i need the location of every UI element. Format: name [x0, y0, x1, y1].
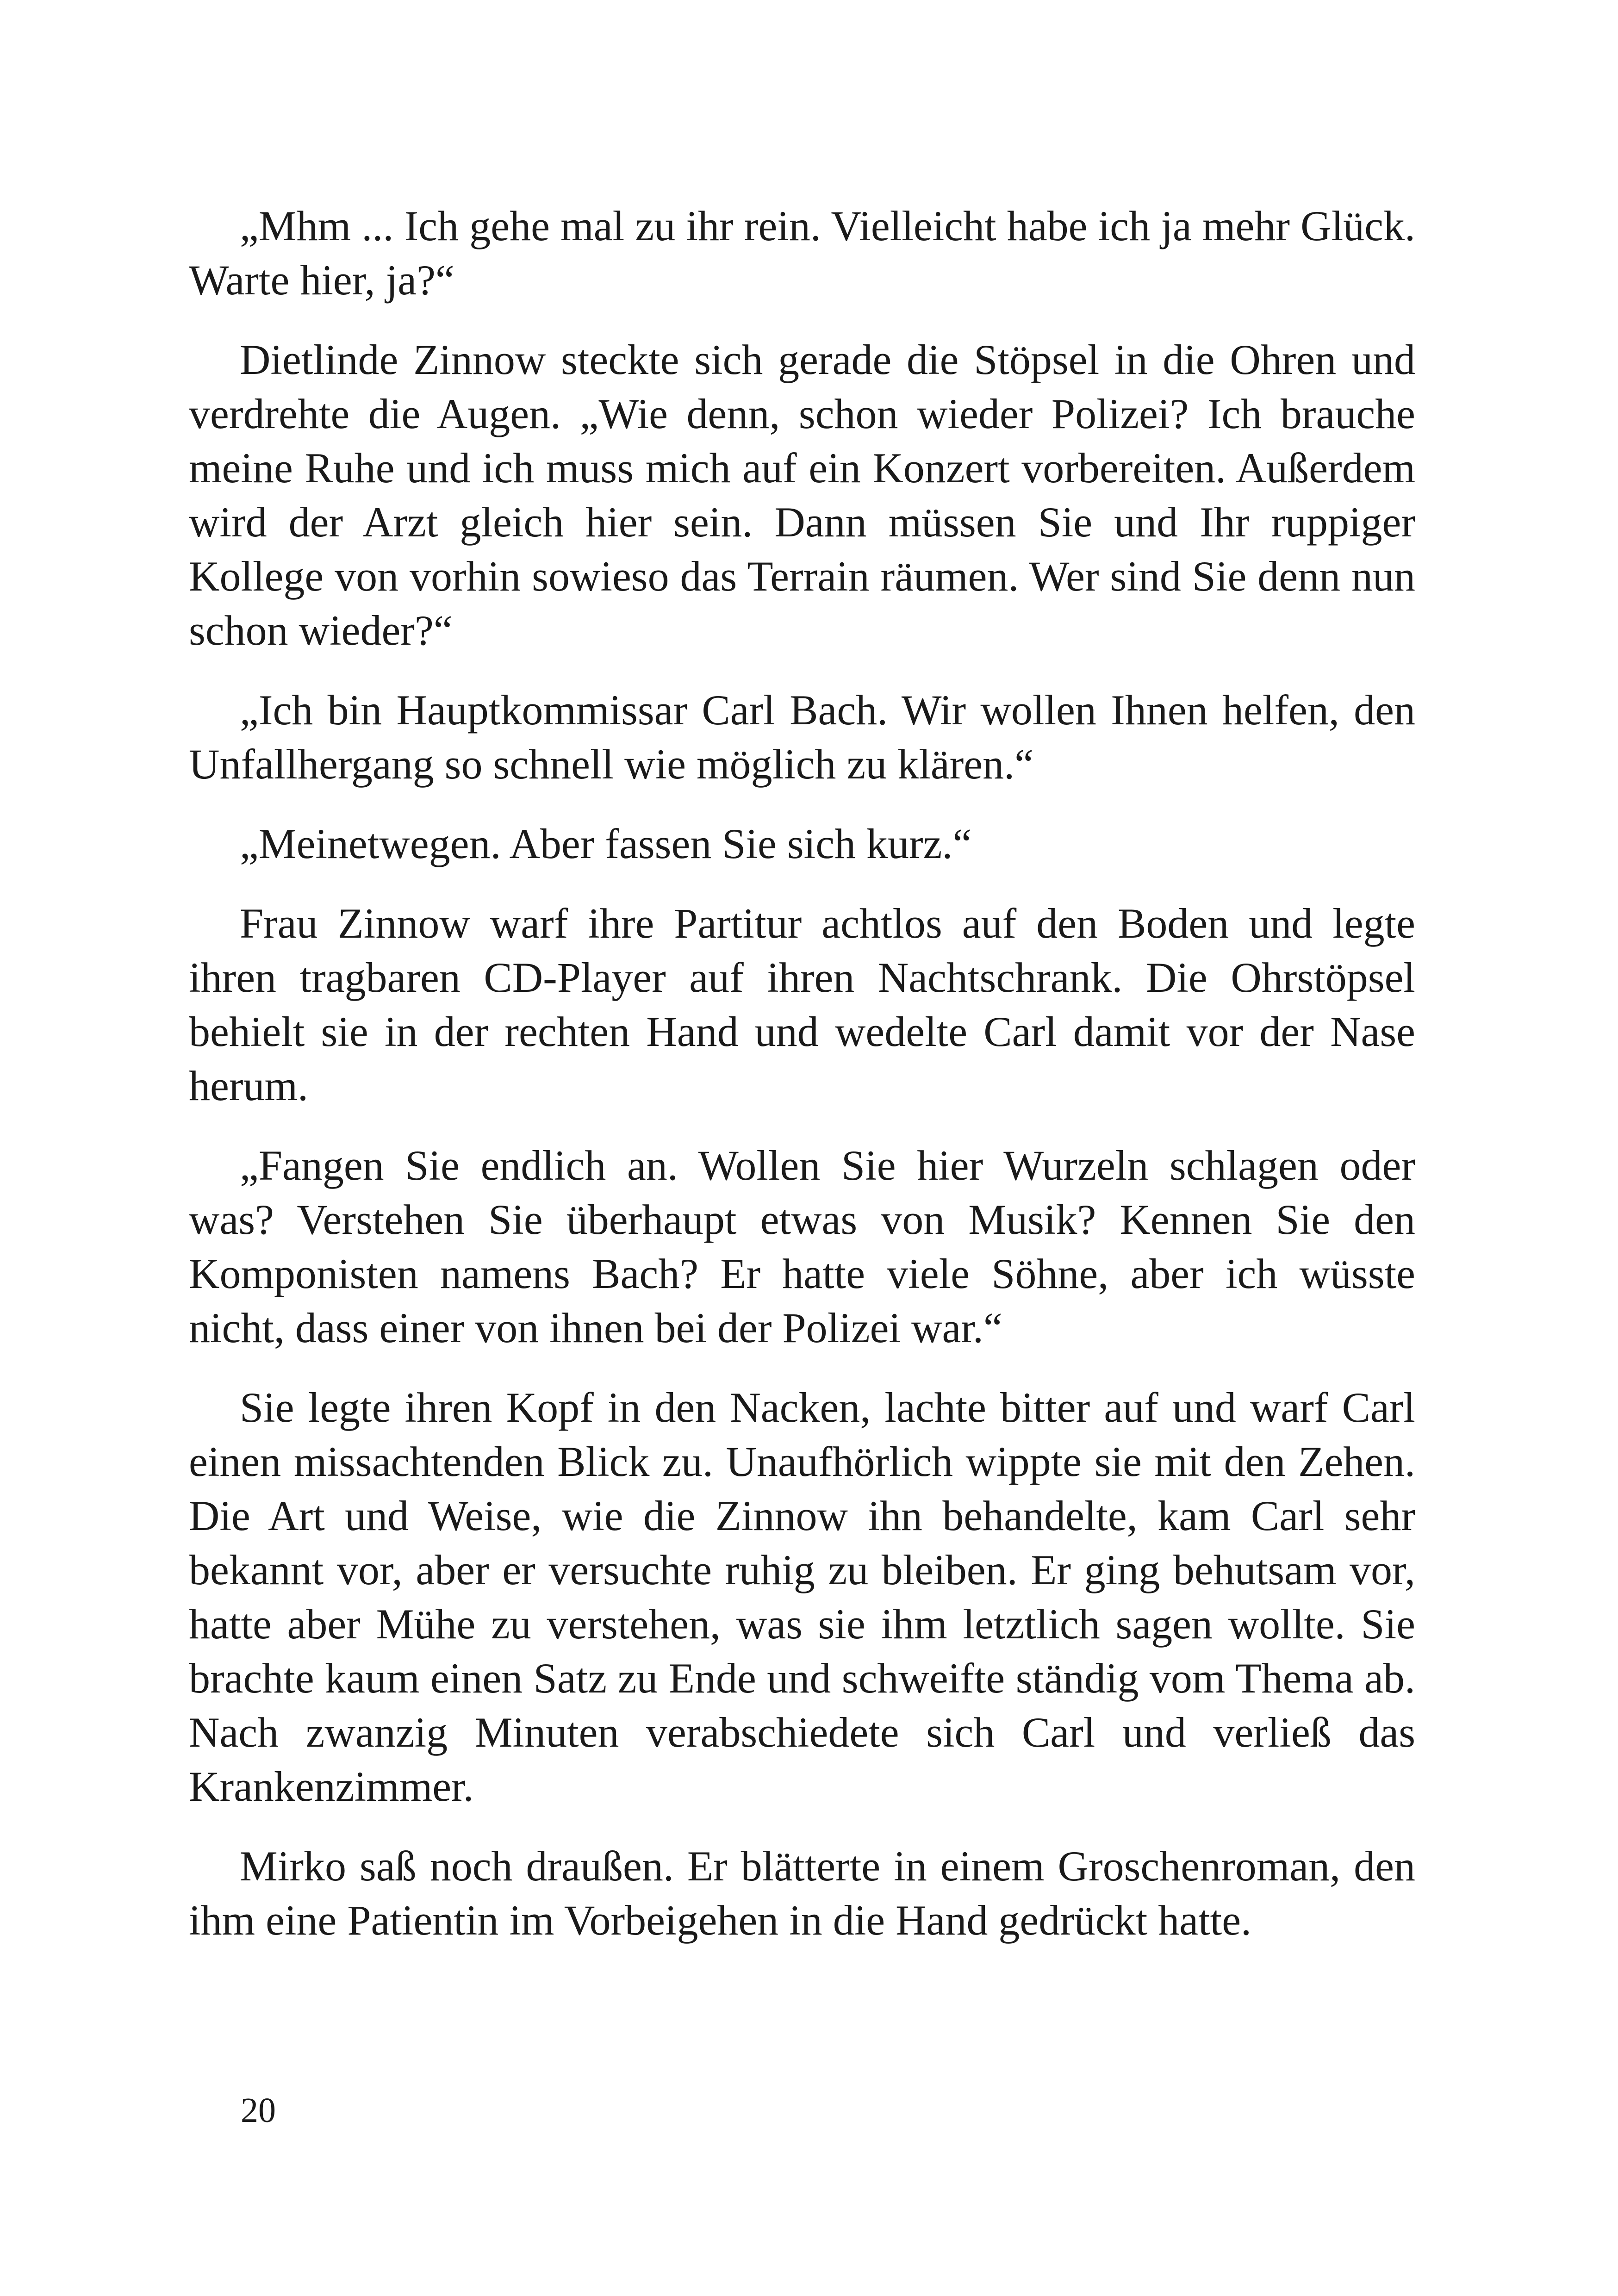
- paragraph-8: Mirko saß noch draußen. Er blätterte in einem Groschenroman, den ihm eine Patientin im Vorbeigehen in die Hand gedrückt hatte.: [189, 1842, 1415, 1944]
- paragraph-4: „Meinetwegen. Aber fassen Sie sich kurz.“: [240, 820, 972, 867]
- body-text: [189, 199, 1415, 1973]
- paragraph-2: Dietlinde Zinnow steckte sich gerade die Stöpsel in die Ohren und verdrehte die Augen. „Wie denn, schon wieder Polizei? Ich brauche meine Ruhe und ich muss mich auf ein Konzert vorbereiten. Außerdem wird der Arzt gleich hier sein. Dann müssen Sie und Ihr ruppiger Kollege von vorhin sowieso das Terrain räumen. Wer sind Sie denn nun schon wieder?“: [189, 336, 1415, 654]
- paragraph-7: Sie legte ihren Kopf in den Nacken, lachte bitter auf und warf Carl einen missachtenden Blick zu. Unaufhörlich wippte sie mit den Zehen. Die Art und Weise, wie die Zinnow ihn behandelte, kam Carl sehr bekannt vor, aber er versuchte ruhig zu bleiben. Er ging behutsam vor, hatte aber Mühe zu verstehen, was sie ihm letztlich sagen wollte. Sie brachte kaum einen Satz zu Ende und schweifte ständig vom Thema ab. Nach zwanzig Minuten verabschiedete sich Carl und verließ das Krankenzimmer.: [189, 1384, 1415, 1810]
- paragraph-5: Frau Zinnow warf ihre Partitur achtlos auf den Boden und legte ihren tragbaren CD-Player auf ihren Nachtschrank. Die Ohrstöpsel behielt sie in der rechten Hand und wedelte Carl damit vor der Nase herum.: [189, 900, 1415, 1109]
- paragraph-3: „Ich bin Hauptkommissar Carl Bach. Wir wollen Ihnen helfen, den Unfallhergang so schnell wie möglich zu klären.“: [189, 686, 1415, 788]
- paragraph-6: „Fangen Sie endlich an. Wollen Sie hier Wurzeln schlagen oder was? Verstehen Sie überhaupt etwas von Musik? Kennen Sie den Komponisten namens Bach? Er hatte viele Söhne, aber ich wüsste nicht, dass einer von ihnen bei der Polizei war.“: [189, 1142, 1415, 1351]
- paragraph-1: „Mhm ... Ich gehe mal zu ihr rein. Vielleicht habe ich ja mehr Glück. Warte hier, ja?“: [189, 202, 1415, 304]
- page-number: 20: [241, 2091, 276, 2130]
